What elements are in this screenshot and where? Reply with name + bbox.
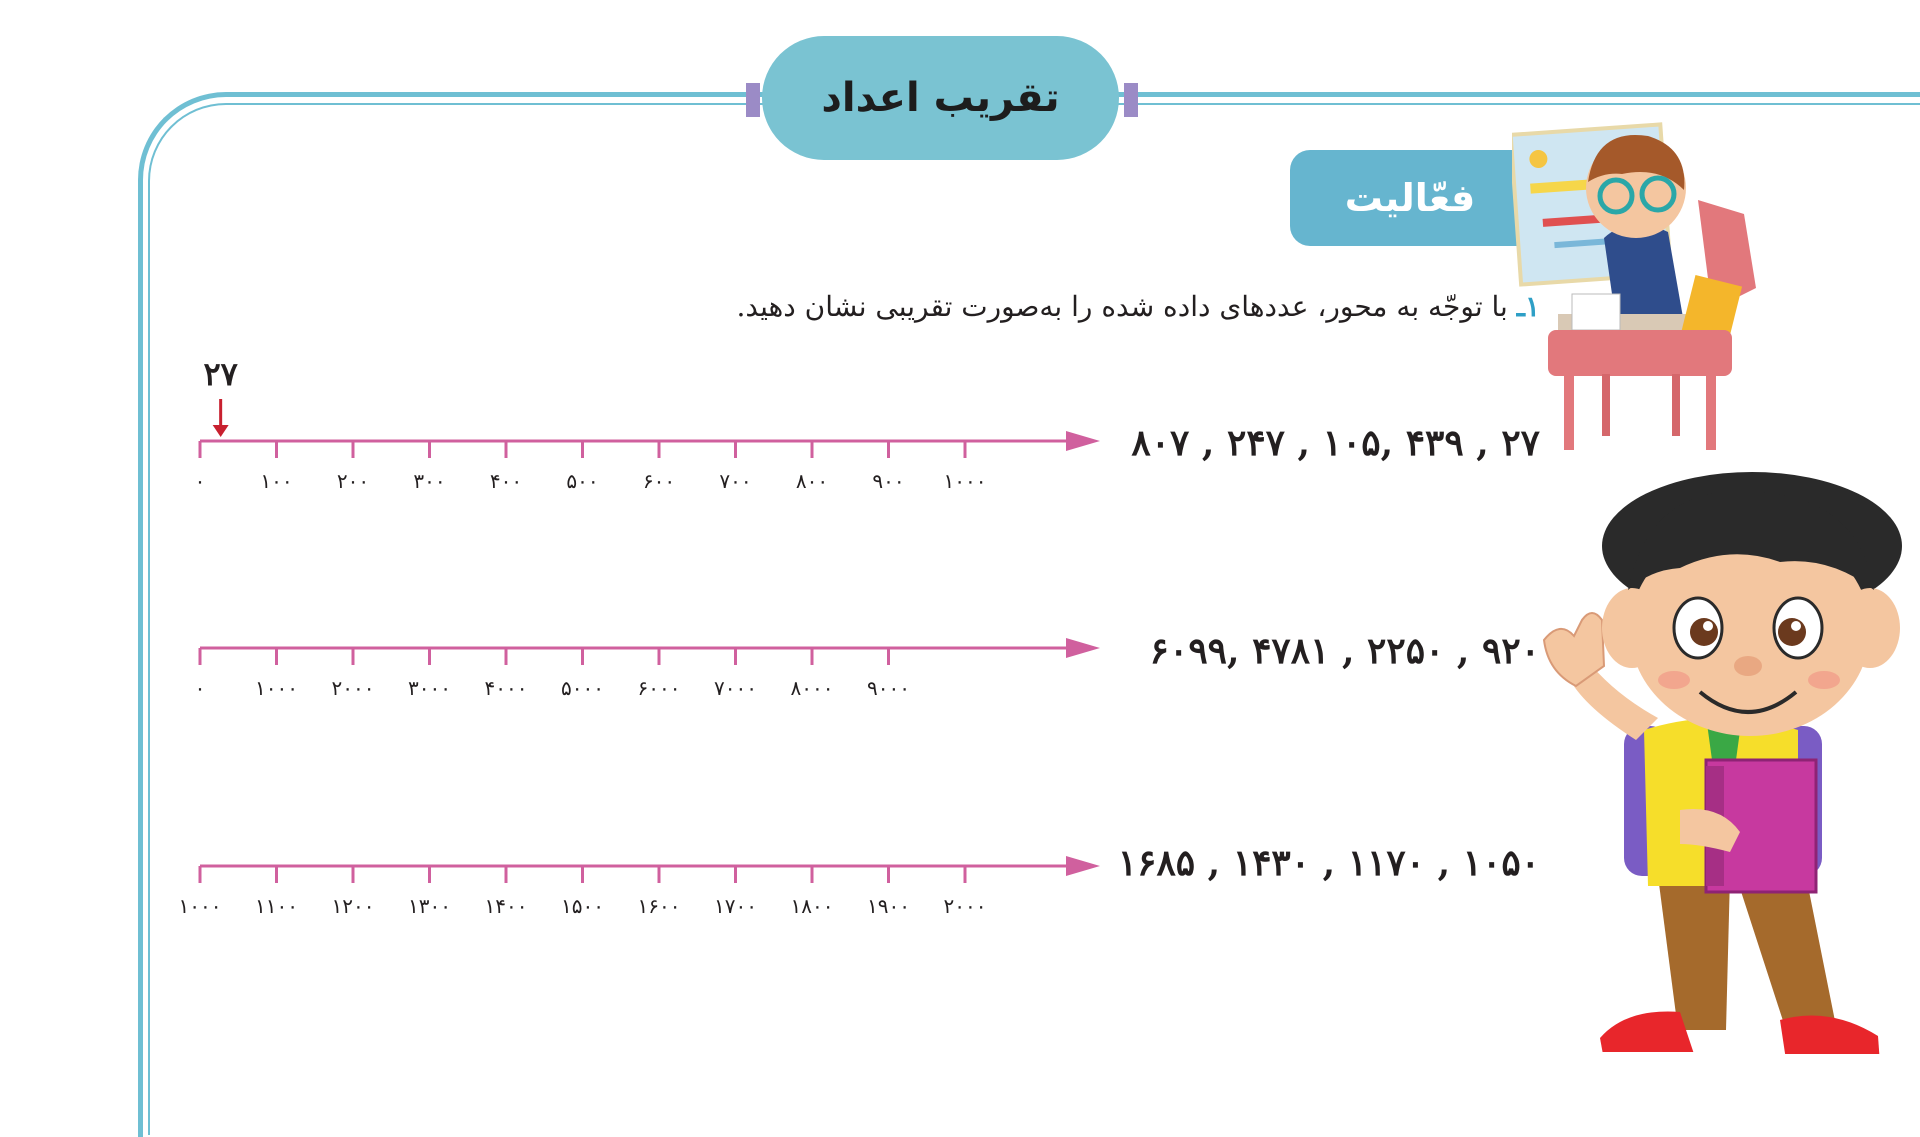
tick-label: ۰ <box>194 676 206 700</box>
tick-label: ۲۰۰۰ <box>331 676 375 700</box>
tick-label: ۶۰۰ <box>642 469 676 493</box>
tick-label: ۱۵۰۰ <box>561 894 604 918</box>
tick-label: ۶۰۰۰ <box>637 676 681 700</box>
tick-label: ۰ <box>194 469 206 493</box>
tick-label: ۹۰۰۰ <box>867 676 910 700</box>
axis-arrow-icon <box>1066 856 1100 876</box>
tick-label: ۱۳۰۰ <box>408 894 451 918</box>
number-set-2: ۹۲۰ , ۲۲۵۰ , ۴۷۸۱ ,۶۰۹۹ <box>1149 630 1540 672</box>
waving-boy-icon <box>1530 460 1920 1080</box>
tick-label: ۵۰۰۰ <box>561 676 604 700</box>
tick-label: ۹۰۰ <box>872 469 905 493</box>
tick-label: ۸۰۰ <box>795 469 829 493</box>
tick-label: ۱۷۰۰ <box>714 894 757 918</box>
down-arrow-icon <box>213 425 229 437</box>
axis-arrow-icon <box>1066 638 1100 658</box>
number-line-2 <box>195 638 1100 700</box>
tick-label: ۱۹۰۰ <box>867 894 910 918</box>
tick-label: ۱۴۰۰ <box>484 894 528 918</box>
tick-label: ۱۰۰۰ <box>255 676 298 700</box>
page-title-text: تقریب اعداد <box>821 75 1060 121</box>
question-number: ۱ـ <box>1516 290 1540 323</box>
tick-label: ۴۰۰ <box>489 469 523 493</box>
tick-label: ۷۰۰ <box>719 469 752 493</box>
tick-label: ۱۰۰۰ <box>178 894 222 918</box>
tick-label: ۲۰۰۰ <box>943 894 987 918</box>
tick-label: ۱۲۰۰ <box>331 894 375 918</box>
axis-arrow-icon <box>1066 431 1100 451</box>
tick-label: ۲۰۰ <box>336 469 370 493</box>
tick-label: ۷۰۰۰ <box>714 676 757 700</box>
number-line-1 <box>195 355 1100 493</box>
activity-label: فعّالیت <box>1344 176 1476 220</box>
example-label: ۲۷ <box>203 355 238 393</box>
tick-label: ۴۰۰۰ <box>484 676 528 700</box>
tick-label: ۳۰۰۰ <box>408 676 451 700</box>
tick-label: ۸۰۰۰ <box>790 676 834 700</box>
tick-label: ۱۸۰۰ <box>790 894 834 918</box>
tick-label: ۱۱۰۰ <box>255 894 298 918</box>
tick-label: ۳۰۰ <box>413 469 446 493</box>
number-set-1: ۲۷ , ۴۳۹ ,۱۰۵ , ۲۴۷ , ۸۰۷ <box>1131 422 1540 464</box>
tick-label: ۱۰۰۰ <box>943 469 987 493</box>
tick-label: ۵۰۰ <box>566 469 599 493</box>
tick-label: ۱۶۰۰ <box>637 894 681 918</box>
question-text: با توجّه به محور، عددهای داده شده را به‌صورت تقریبی نشان دهید. <box>736 290 1508 323</box>
number-line-3 <box>179 856 1100 918</box>
number-set-3: ۱۰۵۰ , ۱۱۷۰ , ۱۴۳۰ , ۱۶۸۵ <box>1117 842 1540 884</box>
tick-label: ۱۰۰ <box>260 469 293 493</box>
